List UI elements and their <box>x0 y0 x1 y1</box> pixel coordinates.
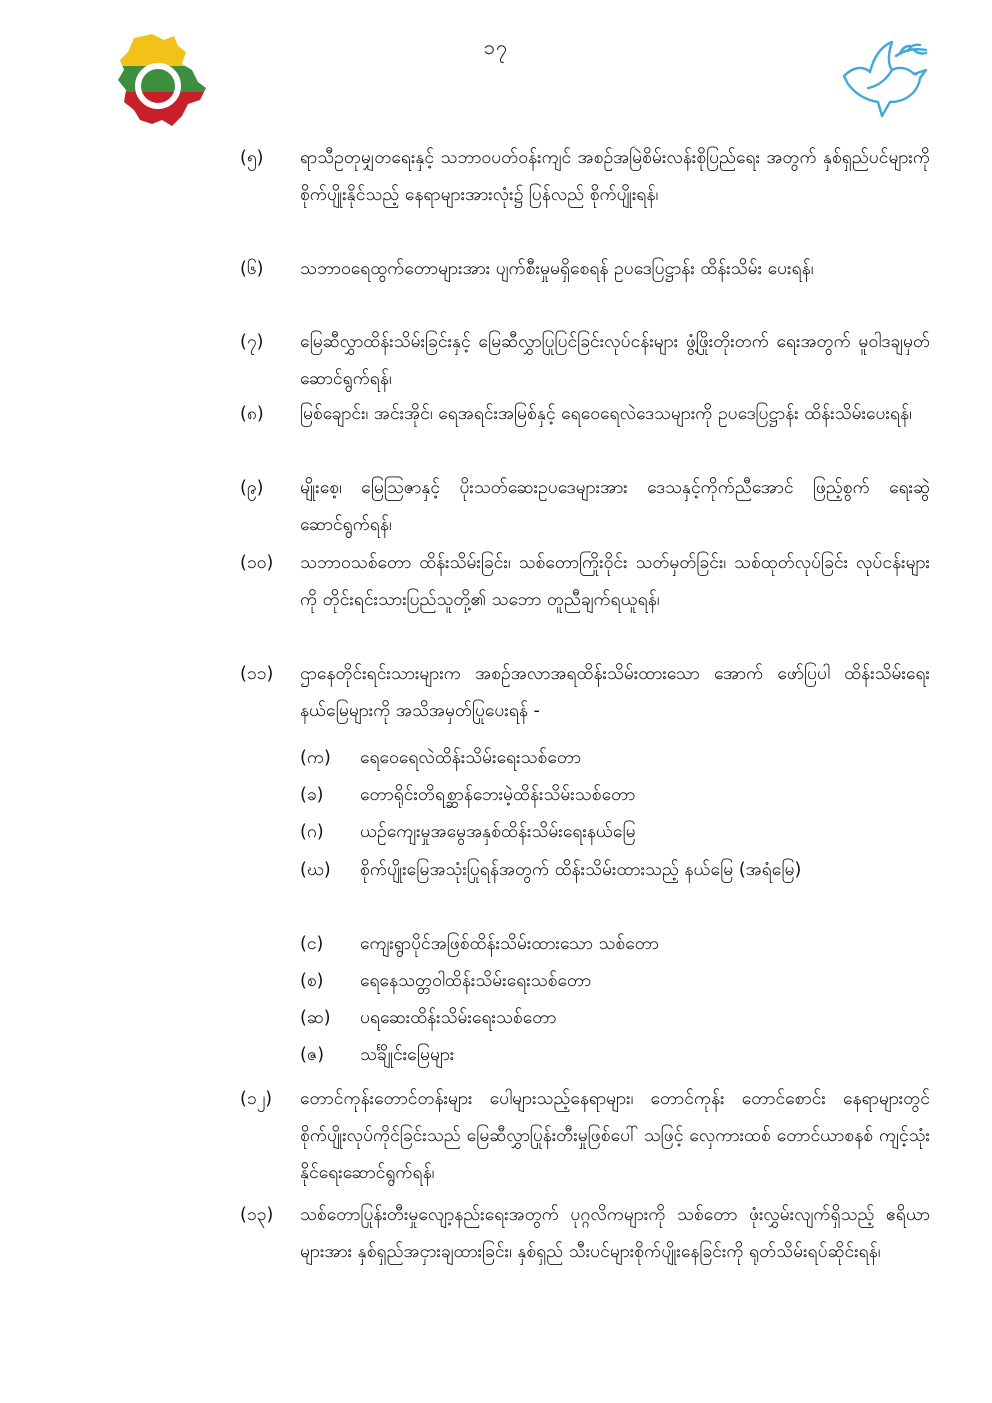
sub-item-number: (ဂ) <box>300 822 324 842</box>
list-item-7 <box>240 324 930 398</box>
list-item-10 <box>240 545 930 619</box>
item-text: မျိုးစေ့၊ မြေသြဇာနှင့် ပိုးသတ်ဆေးဥပဒေများအား ဒေသနှင့်ကိုက်ညီအောင် ဖြည့်စွက် ရေးဆွဲဆောင်ရွက်ရန်၊ <box>300 478 930 535</box>
item-number: (၁၃) <box>240 1205 274 1225</box>
list-item-13 <box>240 1197 930 1271</box>
item-number: (၁၂) <box>240 1089 273 1109</box>
sub-item-text: ရေနေသတ္တဝါထိန်းသိမ်းရေးသစ်တော <box>360 971 592 991</box>
item-number: (၉) <box>240 478 264 498</box>
sub-item-hsa <box>300 1000 930 1037</box>
sub-item-text: စိုက်ပျိုးမြေအသုံးပြုရန်အတွက် ထိန်းသိမ်းထားသည့် နယ်မြေ (အရံမြေ) <box>360 860 802 880</box>
sub-item-text: ယဉ်ကျေးမှုအမွေအနှစ်ထိန်းသိမ်းရေးနယ်မြေ <box>360 822 636 842</box>
item-text: မြစ်ချောင်း၊ အင်းအိုင်၊ ရေအရင်းအမြစ်နှင့် ရေဝေရေလဲဒေသများကို ဥပဒေပြဋ္ဌာန်း ထိန်းသိမ်းပေးရန်၊ <box>300 404 912 424</box>
sub-item-ka <box>300 740 930 777</box>
list-item-11 <box>240 656 930 730</box>
list-item-9 <box>240 470 930 544</box>
sub-item-number: (က) <box>300 748 331 768</box>
item-text: ဌာနေတိုင်းရင်းသားများက အစဉ်အလာအရထိန်းသိမ်းထားသော အောက် ဖော်ပြပါ ထိန်းသိမ်းရေးနယ်မြေများကို အသိအမှတ်ပြုပေးရန် - <box>300 664 930 721</box>
sub-item-number: (ဆ) <box>300 1008 331 1028</box>
sub-item-text: ရေဝေရေလဲထိန်းသိမ်းရေးသစ်တော <box>360 748 582 768</box>
item-number: (၁၁) <box>240 664 274 684</box>
sub-item-kha <box>300 777 930 814</box>
item-text: တောင်ကုန်းတောင်တန်းများ ပေါများသည့်နေရာများ၊ တောင်ကုန်း တောင်စောင်း နေရာများတွင် စိုက်ပျိုးလုပ်ကိုင်ခြင်းသည် မြေဆီလွှာပြုန်းတီးမှုဖြစ်ပေါ် သဖြင့် လှေကားထစ် တောင်ယာစနစ် ကျင့်သုံးနိုင်ရေးဆောင်ရွက်ရန်၊ <box>300 1089 930 1183</box>
sub-item-number: (စ) <box>300 971 324 991</box>
item-text: ရာသီဥတုမျှတရေးနှင့် သဘာဝပတ်ဝန်းကျင် အစဉ်အမြဲစိမ်းလန်းစိုပြည်ရေး အတွက် နှစ်ရှည်ပင်များကို စိုက်ပျိုးနိုင်သည့် နေရာများအားလုံး၌ ပြန်လည် စိုက်ပျိုးရန်၊ <box>300 148 930 205</box>
page-number: ၁၇ <box>483 35 509 59</box>
sub-item-text: တောရိုင်းတိရစ္ဆာန်ဘေးမဲ့ထိန်းသိမ်းသစ်တော <box>360 785 636 805</box>
sub-item-text: ပရဆေးထိန်းသိမ်းရေးသစ်တော <box>360 1008 557 1028</box>
item-number: (၅) <box>240 148 264 168</box>
sub-item-number: (ဃ) <box>300 860 331 880</box>
sub-item-nga <box>300 926 930 963</box>
item-number: (၈) <box>240 404 264 424</box>
peace-dove-icon <box>834 36 934 126</box>
sub-item-number: (ခ) <box>300 785 324 805</box>
list-item-8 <box>240 396 930 433</box>
item-text: သစ်တောပြုန်းတီးမှုလျော့နည်းရေးအတွက် ပုဂ္ဂလိကများကို သစ်တော ဖုံးလွှမ်းလျက်ရှိသည့် ဧရိယာများအား နှစ်ရှည်အငှားချထားခြင်း၊ နှစ်ရှည် သီးပင်များစိုက်ပျိုးနေခြင်းကို ရုတ်သိမ်းရပ်ဆိုင်းရန်၊ <box>300 1205 930 1262</box>
sub-item-text: သင်္ချိုင်းမြေများ <box>360 1045 455 1065</box>
sub-item-number: (ဇ) <box>300 1045 325 1065</box>
item-number: (၆) <box>240 259 264 279</box>
item-number: (၁၀) <box>240 553 274 573</box>
list-item-12 <box>240 1081 930 1192</box>
list-item-5 <box>240 140 930 214</box>
sub-item-za <box>300 1037 930 1074</box>
item-text: သဘာဝသစ်တော ထိန်းသိမ်းခြင်း၊ သစ်တောကြိုးဝိုင်း သတ်မှတ်ခြင်း၊ သစ်ထုတ်လုပ်ခြင်း လုပ်ငန်းများကို တိုင်းရင်းသားပြည်သူတို့၏ သဘော တူညီချက်ရယူရန်၊ <box>300 553 930 610</box>
sub-item-gha <box>300 852 930 889</box>
sub-item-text: ကျေးရွာပိုင်အဖြစ်ထိန်းသိမ်းထားသော သစ်တော <box>360 934 659 954</box>
item-number: (၇) <box>240 332 264 352</box>
sub-item-number: (င) <box>300 934 324 954</box>
list-item-6 <box>240 251 930 288</box>
sub-item-sa <box>300 963 930 1000</box>
sub-item-ga <box>300 814 930 851</box>
item-text: မြေဆီလွှာထိန်းသိမ်းခြင်းနှင့် မြေဆီလွှာပြုပြင်ခြင်းလုပ်ငန်းများ ဖွံ့ဖြိုးတိုးတက် ရေးအတွက် မူဝါဒချမှတ်ဆောင်ရွက်ရန်၊ <box>300 332 930 389</box>
item-text: သဘာဝရေထွက်တောများအား ပျက်စီးမှုမရှိစေရန် ဥပဒေပြဋ္ဌာန်း ထိန်းသိမ်း ပေးရန်၊ <box>300 259 814 279</box>
